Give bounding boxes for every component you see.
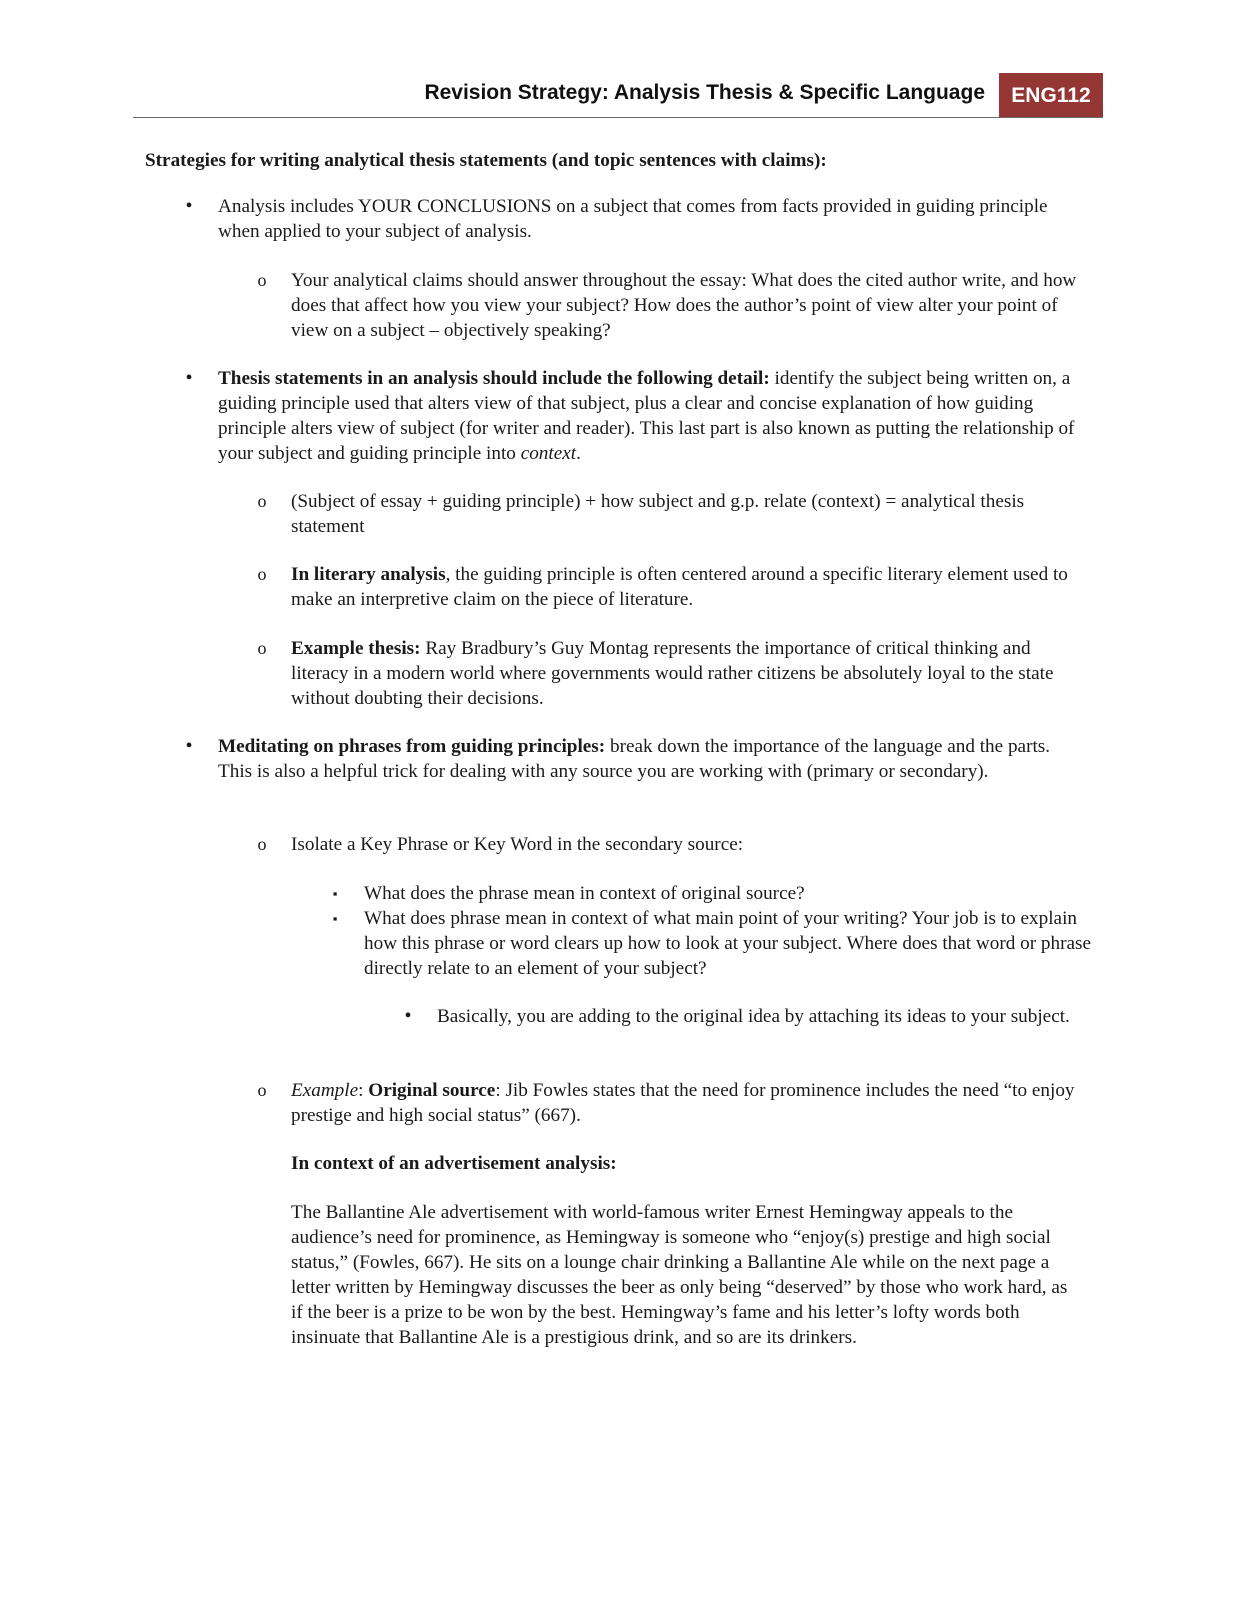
sub-item-text: Ray Bradbury’s Guy Montag represents the importance of critical thinking and literacy in a modern world where governments would rather citizens be absolutely loyal to the state without doubting their decisions. (291, 638, 1054, 709)
square-item-phrase-meaning (332, 881, 1094, 906)
circle-marker: o (257, 491, 267, 511)
list-item-bold-lead: Meditating on phrases from guiding principles: (218, 736, 606, 757)
deep-item-adding-idea (404, 1004, 1097, 1029)
bullet-marker: • (185, 195, 193, 217)
list-item-text: Analysis includes YOUR CONCLUSIONS on a subject that comes from facts provided in guiding principle when applied to your subject of analysis. (218, 196, 1048, 242)
square-item-main-point (332, 906, 1094, 981)
square-item-text: What does phrase mean in context of what main point of your writing? Your job is to explain how this phrase or word clears up how to look at your subject. Where does that word or phrase directly relate to an element of your subject? (364, 908, 1091, 979)
header-title: Revision Strategy: Analysis Thesis & Specific Language (424, 81, 985, 104)
sub-item-text: Your analytical claims should answer throughout the essay: What does the cited author write, and how does that affect how you view your subject? How does the author’s point of view alter your point of view on a subject – objectively speaking? (291, 270, 1077, 341)
list-item-thesis-statements (185, 366, 1088, 466)
context-heading-text: In context of an advertisement analysis: (291, 1153, 617, 1174)
bullet-marker: • (185, 735, 193, 757)
sub-item-literary-analysis (257, 562, 1091, 612)
circle-marker: o (257, 638, 267, 658)
sub-item-bold-lead: Example thesis: (291, 638, 421, 659)
square-marker: ▪ (332, 886, 338, 901)
sub-item-text: Isolate a Key Phrase or Key Word in the secondary source: (291, 834, 744, 855)
square-marker: ▪ (332, 911, 338, 926)
square-item-text: What does the phrase mean in context of original source? (364, 883, 805, 904)
header-rule (133, 117, 1103, 118)
sub-item-example-source (257, 1078, 1091, 1128)
sentence-end: . (576, 443, 581, 464)
context-heading (291, 1151, 1081, 1176)
page-header (133, 73, 1103, 118)
section-heading: Strategies for writing analytical thesis statements (and topic sentences with claims): (145, 150, 827, 171)
context-paragraph: The Ballantine Ale advertisement with world-famous writer Ernest Hemingway appeals to the audience’s need for prominence, as Hemingway is someone who “enjoy(s) prestige and high social status,” (Fowles, 667). He sits on a lounge chair drinking a Ballantine Ale while on the next page a letter written by Hemingway discusses the beer as only being “deserved” by those who work hard, as if the beer is a prize to be won by the best. Hemingway’s fame and his letter’s lofty words both insinuate that Ballantine Ale is a prestigious drink, and so are its drinkers. (291, 1202, 1068, 1348)
sub-item-analytical-claims (257, 268, 1091, 343)
sub-item-thesis-formula (257, 489, 1091, 539)
context-term: context (520, 443, 577, 464)
sub-item-text: , the guiding principle is often centered around a specific literary element used to make an interpretive claim on the piece of literature. (291, 564, 1068, 610)
list-item-analysis-conclusions (185, 194, 1088, 244)
list-item-text: identify the subject being written on, a guiding principle used that alters view of that subject, plus a clear and concise explanation of how guiding principle alters view of subject (for writer and reader). This last part is also known as putting the relationship of your subject and guiding principle into (218, 368, 1075, 464)
sub-item-text: : Jib Fowles states that the need for prominence includes the need “to enjoy prestige and high social status” (667). (291, 1080, 1075, 1126)
circle-marker: o (257, 564, 267, 584)
course-code-badge: ENG112 (999, 73, 1103, 118)
circle-marker: o (257, 270, 267, 290)
sub-item-example-thesis (257, 636, 1091, 711)
sub-item-bold-lead: In literary analysis (291, 564, 446, 585)
original-source-label: Original source (368, 1080, 496, 1101)
example-colon: : (358, 1080, 369, 1101)
example-label: Example (291, 1080, 359, 1101)
list-item-bold-lead: Thesis statements in an analysis should include the following detail: (218, 368, 770, 389)
circle-marker: o (257, 1080, 267, 1100)
list-item-text: break down the importance of the language and the parts. This is also a helpful trick for dealing with any source you are working with (primary or secondary). (218, 736, 1051, 782)
circle-marker: o (257, 834, 267, 854)
bullet-marker: • (404, 1005, 412, 1027)
sub-item-text: (Subject of essay + guiding principle) + how subject and g.p. relate (context) = analytical thesis statement (291, 491, 1025, 537)
bullet-marker: • (185, 367, 193, 389)
list-item-meditating-phrases (185, 734, 1088, 784)
sub-item-isolate-key-phrase (257, 832, 1091, 857)
deep-item-text: Basically, you are adding to the original idea by attaching its ideas to your subject. (437, 1006, 1070, 1027)
